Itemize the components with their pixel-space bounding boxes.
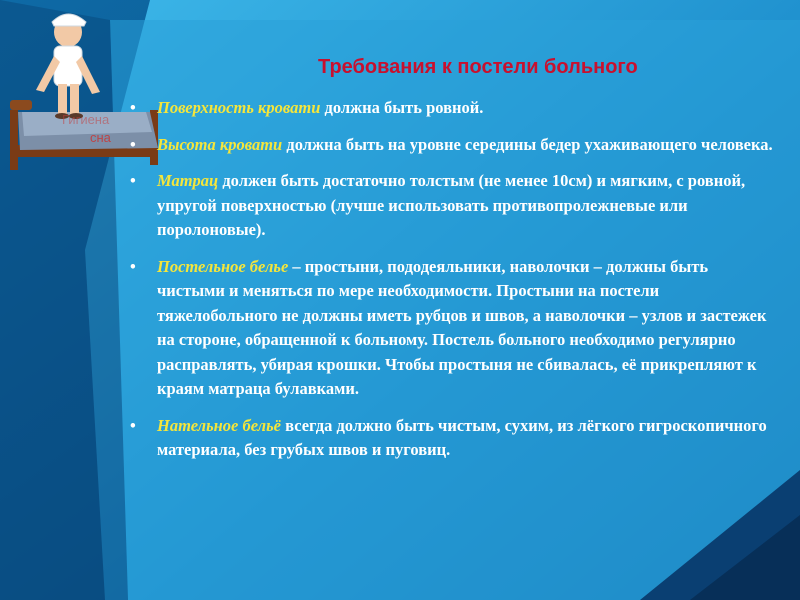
bullet-term: Постельное белье [157, 256, 289, 276]
bullet-text: должен быть достаточно толстым (не менее 10см) и мягким, с ровной, упругой поверхностью (лучше использовать противопролежневые или поролоновые). [157, 171, 746, 239]
bullet-text: должна быть на уровне середины бедер ухаживающего человека. [282, 134, 773, 154]
bullet-term: Высота кровати [157, 134, 283, 154]
bullet-icon: • [130, 415, 136, 435]
bullet-icon: • [130, 98, 136, 117]
list-item [130, 133, 780, 158]
list-item [130, 96, 780, 121]
bullet-text: – простыни, пододеяльники, наволочки – должны быть чистыми и меняться по мере необходимости. Простыни на постели тяжелобольного не должны иметь рубцов и швов, а наволочки – узлов и застежек на стороне, обращенной к больному. Постель больного необходимо регулярно расправлять, убирая крошки. Чтобы простыня не сбивалась, её прикрепляют к краям матраца булавками. [157, 256, 767, 398]
bullet-text: должна быть ровной. [320, 98, 484, 117]
bullet-icon: • [130, 171, 136, 190]
list-item [130, 169, 780, 243]
bullet-text: всегда должно быть чистым, сухим, из лёгкого гигроскопичного материала, без грубых швов и пуговиц. [157, 415, 767, 459]
bullet-term: Матрац [157, 171, 219, 190]
list-item [130, 255, 780, 402]
bullet-term: Нательное бельё [157, 415, 281, 435]
bullet-term: Поверхность кровати [157, 98, 321, 117]
clipart-label-line2: сна [90, 130, 111, 145]
bullet-icon: • [130, 256, 136, 276]
bullet-icon: • [130, 134, 136, 154]
list-item [130, 414, 780, 463]
clipart-label-line1: Гигиена [62, 112, 110, 127]
slide-title: Требования к постели больного [318, 56, 638, 78]
requirements-list [130, 96, 780, 475]
